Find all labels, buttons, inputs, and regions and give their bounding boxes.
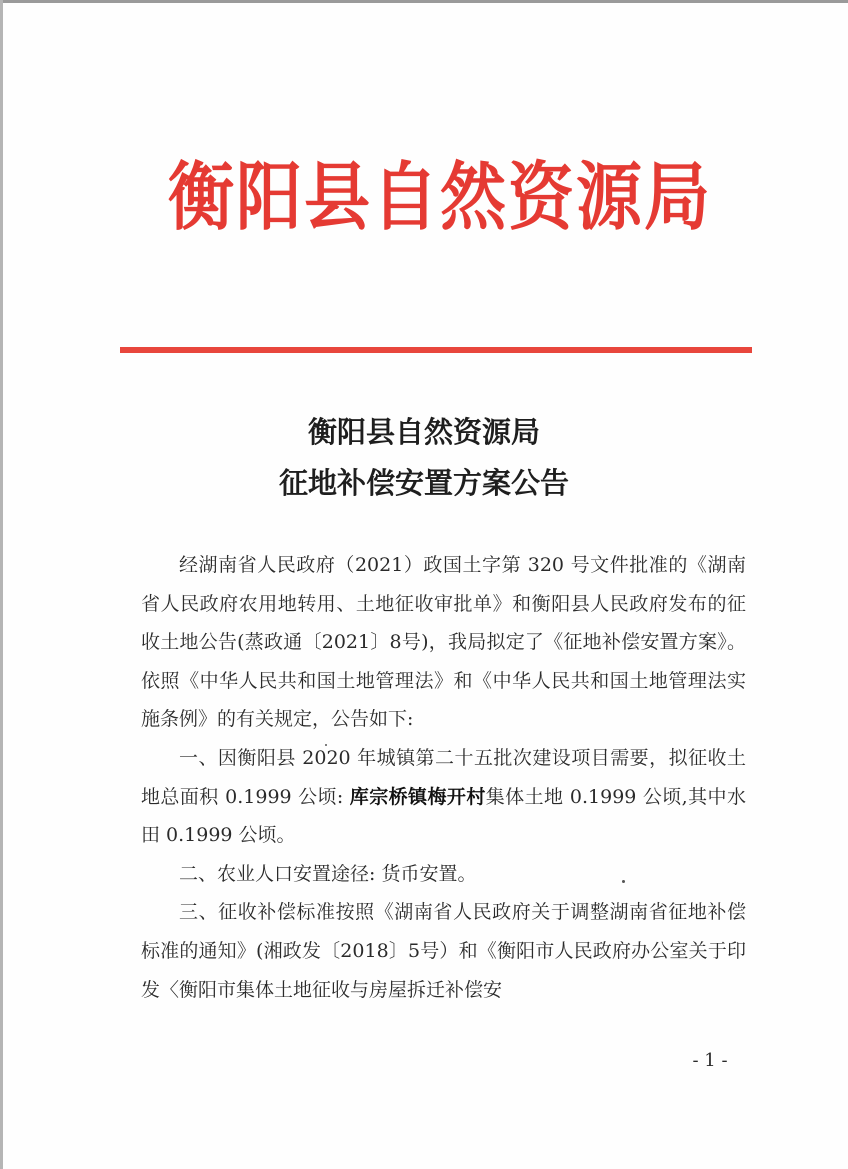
land-area-text-before: 一、因衡阳县 2020 年城镇第二十五批次建设项目需要，拟征收土地总面积 0.1999 公顷:: [141, 746, 746, 808]
paragraph-approval-basis: 经湖南省人民政府（2021）政国土字第 320 号文件批准的《湖南省人民政府农用地转用、土地征收审批单》和衡阳县人民政府发布的征收土地公告(蒸政通〔2021〕8号)，我局拟定了《征地补偿安置方案》。依照《中华人民共和国土地管理法》和《中华人民共和国土地管理法实施条例》的有关规定，公告如下:: [141, 554, 746, 731]
paragraph-compensation-standard: 三、征收补偿标准按照《湖南省人民政府关于调整湖南省征地补偿标准的通知》(湘政发〔2018〕5号）和《衡阳市人民政府办公室关于印发〈衡阳市集体土地征收与房屋拆迁补偿安: [141, 901, 746, 1001]
paragraph-land-area: [141, 739, 746, 855]
letterhead-title: 衡阳县自然资源局: [168, 153, 712, 241]
document-title-line-1: 衡阳县自然资源局: [307, 415, 540, 449]
paragraph-resettlement-method: 二、农业人口安置途径: 货币安置。: [179, 862, 477, 885]
scan-edge-left: [0, 0, 3, 1169]
land-area-text-after: 集体土地 0.1999 公顷,其中水田 0.1999 公顷。: [141, 785, 746, 847]
page-number: - 1 -: [692, 1050, 728, 1071]
document-title-line-2: 征地补偿安置方案公告: [278, 466, 569, 500]
scan-speck: [325, 744, 327, 746]
letterhead-red-rule: [120, 347, 752, 353]
scan-speck: [622, 880, 625, 883]
announcement-body: [141, 546, 746, 1009]
village-name-bold: 库宗桥镇梅开村: [349, 785, 486, 808]
scan-edge-top: [0, 0, 848, 3]
